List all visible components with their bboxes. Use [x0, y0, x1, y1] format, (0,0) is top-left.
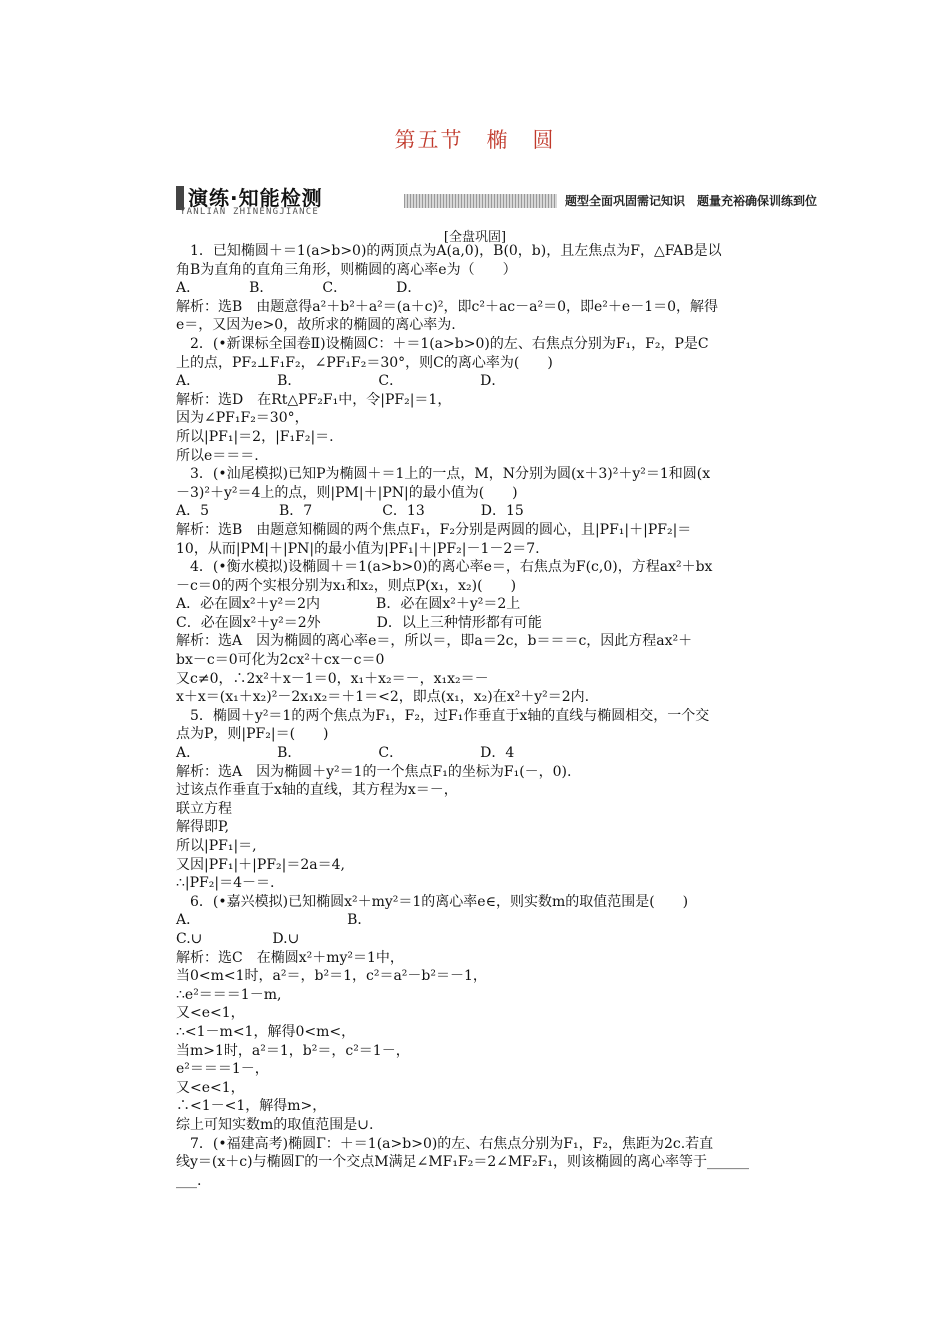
text-line: －c＝0的两个实根分别为x₁和x₂，则点P(x₁，x₂)( ) [176, 577, 517, 594]
text-line: 解析：选C 在椭圆x²＋my²＝1中， [176, 949, 404, 966]
text-line: 过该点作垂直于x轴的直线，其方程为x＝－， [176, 782, 458, 799]
text-line: 10，从而|PM|＋|PN|的最小值为|PF₁|＋|PF₂|－1－2＝7. [176, 540, 540, 557]
text-line: 解析：选B 由题意知椭圆的两个焦点F₁，F₂分别是两圆的圆心，且|PF₁|＋|PF₂|＝ [176, 521, 692, 538]
text-line: ∴<1－<1，解得m>， [176, 1098, 327, 1115]
text-line: 因为∠PF₁F₂＝30°， [176, 410, 309, 427]
text-line: e²＝＝＝1－， [176, 1061, 269, 1078]
text-line: 3．(•汕尾模拟)已知P为椭圆＋＝1上的一点，M，N分别为圆(x＋3)²＋y²＝1和圆(x [176, 466, 711, 483]
text-line: 解析：选D 在Rt△PF₂F₁中，令|PF₂|＝1， [176, 391, 452, 408]
section-label: [全盘巩固] [443, 230, 507, 245]
text-line: bx－c＝0可化为2cx²＋cx－c＝0 [176, 652, 385, 669]
text-line: 角B为直角的直角三角形，则椭圆的离心率e为（ ） [176, 261, 517, 278]
text-line: A． B． [176, 912, 372, 929]
text-line: x＋x＝(x₁＋x₂)²－2x₁x₂＝＋1＝<2，即点(x₁，x₂)在x²＋y²＝2内. [176, 689, 590, 706]
exercise-content [176, 242, 809, 1190]
text-line: 当m>1时，a²＝1，b²＝，c²＝1－， [176, 1042, 410, 1059]
text-line: C.∪ D.∪ [176, 930, 300, 947]
banner-left [176, 182, 404, 217]
text-line: ∴<1－m<1，解得0<m<， [176, 1023, 356, 1040]
text-line: A． B． C． D． [176, 280, 422, 297]
text-line: C．必在圆x²＋y²＝2外 D．以上三种情形都有可能 [176, 614, 542, 631]
text-line: 5．椭圆＋y²＝1的两个焦点为F₁，F₂，过F₁作垂直于x轴的直线与椭圆相交，一个交 [176, 707, 710, 724]
text-line: 线y＝(x＋c)与椭圆Γ的一个交点M满足∠MF₁F₂＝2∠MF₂F₁，则该椭圆的离心率等于______ [176, 1154, 749, 1171]
banner-title-en: YANLIAN ZHINENGJIANCE [180, 207, 319, 217]
text-line: －3)²＋y²＝4上的点，则|PM|＋|PN|的最小值为( ) [176, 484, 518, 501]
text-line: A．5 B．7 C．13 D．15 [176, 503, 524, 520]
text-line: 4．(•衡水模拟)设椭圆＋＝1(a>b>0)的离心率e＝，右焦点为F(c,0)，方程ax²＋bx [176, 559, 713, 576]
text-line: 又<e<1， [176, 1005, 245, 1022]
text-line: A． B． C． D．4 [176, 745, 515, 762]
text-line: 解析：选B 由题意得a²＋b²＋a²＝(a＋c)²，即c²＋ac－a²＝0，即e²＋e－1＝0，解得 [176, 298, 719, 315]
text-line: e＝，又因为e>0，故所求的椭圆的离心率为. [176, 317, 456, 334]
text-line: 7．(•福建高考)椭圆Γ：＋＝1(a>b>0)的左、右焦点分别为F₁，F₂，焦距为2c.若直 [176, 1135, 714, 1152]
text-line: 解得即P, [176, 819, 230, 836]
text-line: 所以|PF₁|＝2，|F₁F₂|＝. [176, 428, 334, 445]
text-line: ∴e²＝＝＝1－m, [176, 986, 282, 1003]
text-line: 2．(•新课标全国卷Ⅱ)设椭圆C：＋＝1(a>b>0)的左、右焦点分别为F₁，F₂，P是C [176, 335, 709, 352]
text-line: 点为P，则|PF₂|＝( ) [176, 726, 329, 743]
text-line: 又因|PF₁|＋|PF₂|＝2a＝4, [176, 856, 345, 873]
text-line: A． B． C． D． [176, 373, 506, 390]
text-line: 综上可知实数m的取值范围是∪. [176, 1116, 374, 1133]
banner-slogan: 题型全面巩固需记知识 题量充裕确保训练到位 [557, 192, 821, 210]
section-banner [176, 182, 821, 220]
text-line: 解析：选A 因为椭圆＋y²＝1的一个焦点F₁的坐标为F₁(－，0). [176, 763, 572, 780]
text-line: 所以e＝＝＝. [176, 447, 259, 464]
text-line: 解析：选A 因为椭圆的离心率e＝，所以＝，即a＝2c，b＝＝＝c，因此方程ax²＋ [176, 633, 693, 650]
text-line: 当0<m<1时，a²＝，b²＝1，c²＝a²－b²＝－1， [176, 968, 487, 985]
text-line: A．必在圆x²＋y²＝2内 B．必在圆x²＋y²＝2上 [176, 596, 521, 613]
page-title: 第五节 椭 圆 [394, 128, 556, 152]
text-line: 上的点，PF₂⊥F₁F₂，∠PF₁F₂＝30°，则C的离心率为( ) [176, 354, 553, 371]
banner-title-cn: 演练·知能检测 [188, 186, 323, 210]
text-line: ∴|PF₂|＝4－＝. [176, 875, 275, 892]
text-line: ___. [176, 1172, 202, 1189]
text-line: 1．已知椭圆＋＝1(a>b>0)的两顶点为A(a,0)，B(0，b)，且左焦点为F，△FAB是以 [176, 243, 722, 259]
text-line: 6．(•嘉兴模拟)已知椭圆x²＋my²＝1的离心率e∈，则实数m的取值范围是( ) [176, 893, 689, 910]
text-line: 联立方程 [176, 800, 232, 817]
text-line: 又<e<1， [176, 1079, 245, 1096]
text-line: 又c≠0，∴2x²＋x－1＝0，x₁＋x₂＝－，x₁x₂＝－ [176, 670, 489, 687]
text-line: 所以|PF₁|＝, [176, 838, 257, 854]
